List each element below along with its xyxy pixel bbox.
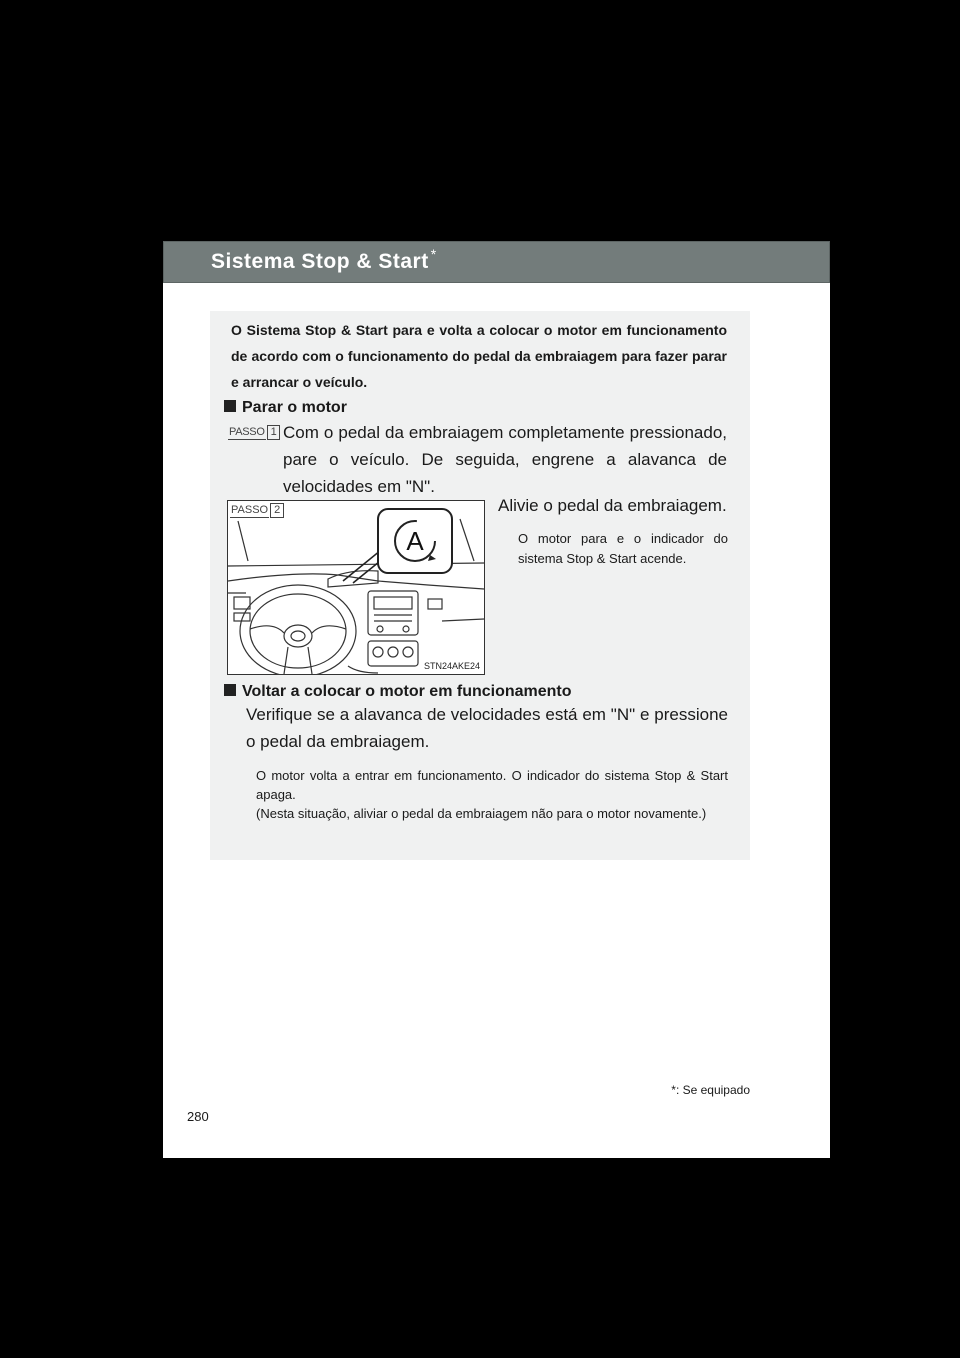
equipment-mark: * — [430, 246, 437, 262]
title-bar — [163, 241, 830, 283]
step2-badge: PASSO 2 — [230, 503, 284, 518]
indicator-letter-a: A — [406, 526, 424, 556]
section-title-restart-engine: Voltar a colocar o motor em funcionamento — [224, 683, 572, 701]
square-bullet-icon — [224, 684, 236, 696]
restart-note: O motor volta a entrar em funcionamento. O indicador do sistema Stop & Start apaga. (Nesta situação, aliviar o pedal da embraiagem não para o motor novamente.) — [256, 768, 728, 821]
footnote: *: Se equipado — [671, 1083, 750, 1097]
restart-instructions: Verifique se a alavanca de velocidades está em "N" e pressione o pedal da embraiagem. — [246, 705, 728, 751]
dashboard-illustration — [227, 500, 485, 675]
manual-page — [163, 241, 830, 1158]
step2-text: Alivie o pedal da embraiagem. — [498, 496, 727, 515]
square-bullet-icon — [224, 400, 236, 412]
asterisk-icon: * — [671, 1083, 676, 1097]
content-box — [210, 311, 750, 860]
step1-badge: PASSO 1 — [228, 424, 280, 440]
page-title: Sistema Stop & Start * — [211, 246, 437, 273]
intro-paragraph: O Sistema Stop & Start para e volta a colocar o motor em funcionamento de acordo com o funcionamento do pedal da embraiagem para fazer parar e arrancar o veículo. — [231, 322, 727, 390]
dashboard-drawing — [228, 501, 484, 674]
page-number: 280 — [187, 1109, 209, 1124]
step2-note: O motor para e o indicador do sistema Stop & Start acende. — [518, 531, 728, 566]
section-title-stop-engine: Parar o motor — [224, 399, 347, 417]
step1-text: Com o pedal da embraiagem completamente pressionado, pare o veículo. De seguida, engrene a alavanca de velocidades em "N". — [283, 423, 727, 496]
illustration-code: STN24AKE24 — [423, 661, 480, 671]
